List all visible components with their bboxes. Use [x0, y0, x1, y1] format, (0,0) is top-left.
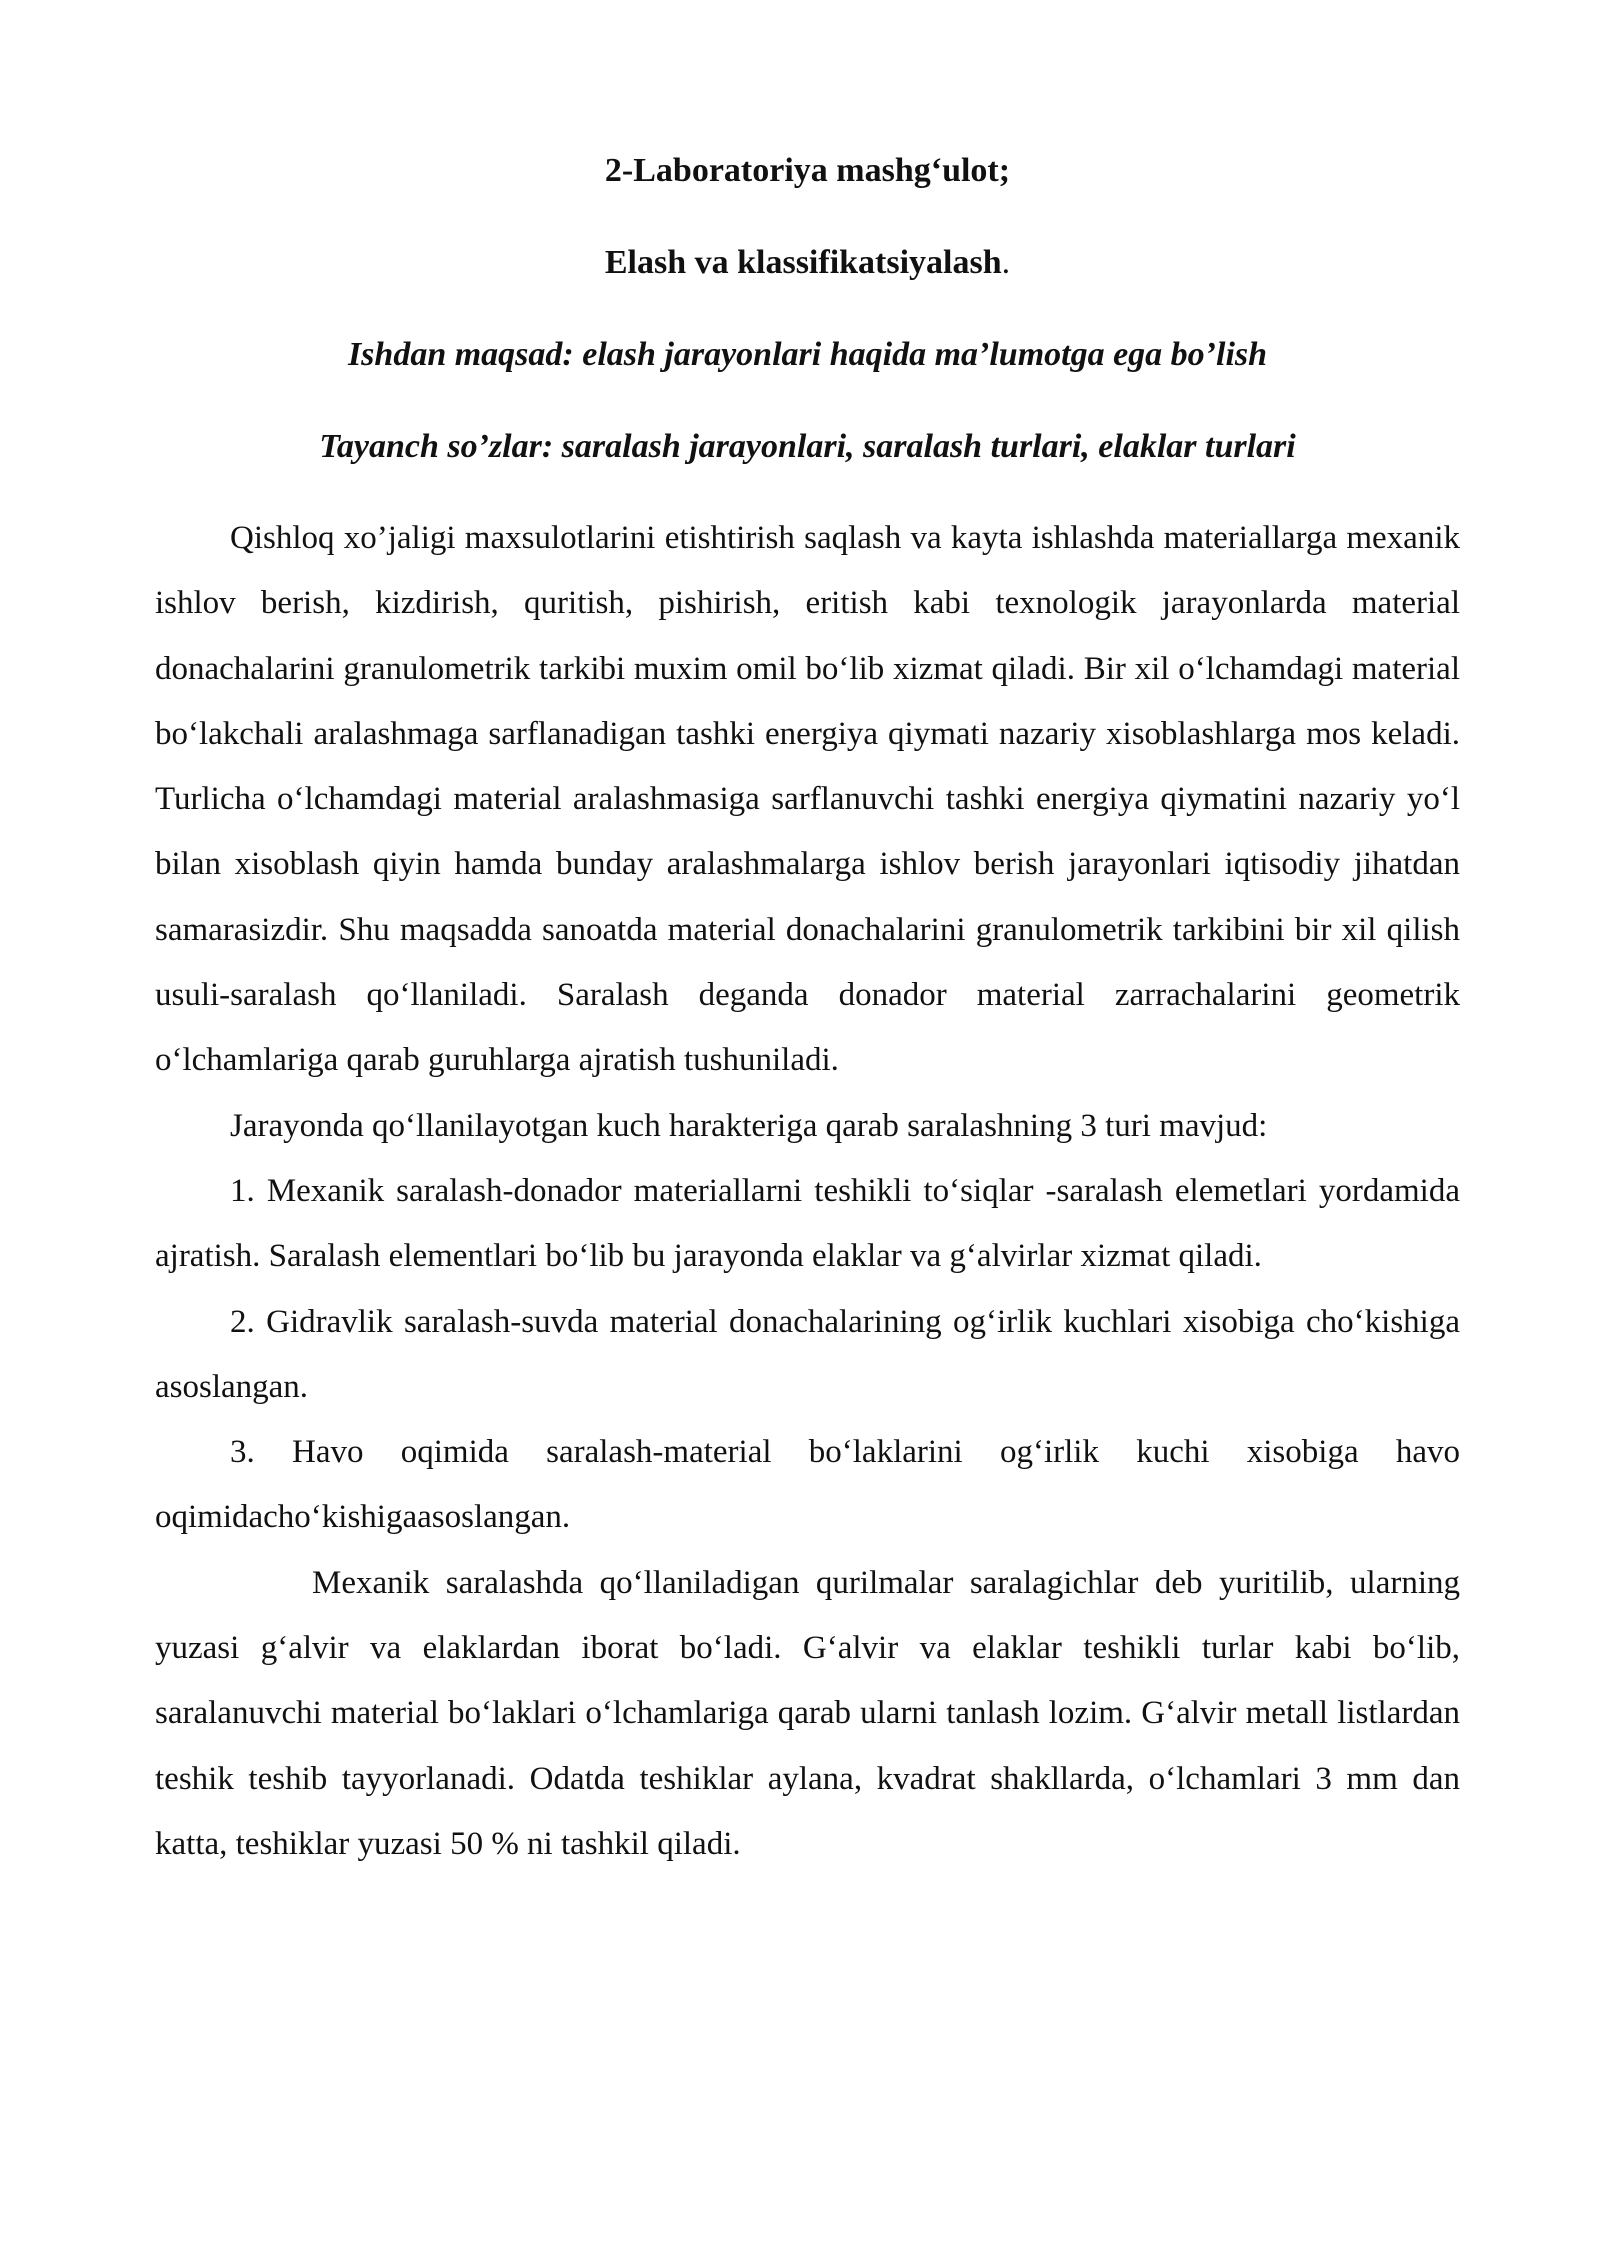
document-subtitle	[155, 240, 1460, 286]
paragraph-intro: Qishloq xo’jaligi maxsulotlarini etishtirish saqlash va kayta ishlashda materiallarga mexanik ishlov berish, kizdirish, quritish, pishirish, eritish kabi texnologik jarayonlarda material donachalarini granulometrik tarkibi muxim omil bo‘lib xizmat qiladi. Bir xil o‘lchamdagi material bo‘lakchali aralashmaga sarflanadigan tashki energiya qiymati nazariy xisoblashlarga mos keladi. Turlicha o‘lchamdagi material aralashmasiga sarflanuvchi tashki energiya qiymatini nazariy yo‘l bilan xisoblash qiyin hamda bunday aralashmalarga ishlov berish jarayonlari iqtisodiy jihatdan samarasizdir. Shu maqsadda sanoatda material donachalarini granulometrik tarkibini bir xil qilish usuli-saralash qo‘llaniladi. Saralash deganda donador material zarrachalarini geometrik o‘lchamlariga qarab guruhlarga ajratish tushuniladi.	[155, 520, 1460, 1079]
document-title: 2-Laboratoriya mashg‘ulot;	[604, 152, 1011, 189]
paragraph-types-lead: Jarayonda qo‘llanilayotgan kuch harakteriga qarab saralashning 3 turi mavjud:	[230, 1107, 1268, 1144]
work-aim: Ishdan maqsad: elash jarayonlari haqida ma’lumotga ega bo’lish	[347, 336, 1268, 373]
list-item-air-flow: 3. Havo oqimida saralash-material bo‘laklarini og‘irlik kuchi xisobiga havo oqimidacho‘kishigaasoslangan.	[155, 1434, 1460, 1536]
subtitle-dot: .	[1001, 244, 1011, 281]
list-item-mechanical: 1. Mexanik saralash-donador materiallarni teshikli to‘siqlar -saralash elemetlari yordamida ajratish. Saralash elementlari bo‘lib bu jarayonda elaklar va g‘alvirlar xizmat qiladi.	[155, 1172, 1460, 1275]
list-item-hydraulic: 2. Gidravlik saralash-suvda material donachalarining og‘irlik kuchlari xisobiga cho‘kishiga asoslangan.	[155, 1303, 1460, 1405]
document-page	[155, 148, 1460, 1877]
keywords: Tayanch so’zlar: saralash jarayonlari, saralash turlari, elaklar turlari	[319, 428, 1296, 465]
paragraph-mechanical-sorting: Mexanik saralashda qo‘llaniladigan qurilmalar saralagichlar deb yuritilib, ularning yuzasi g‘alvir va elaklardan iborat bo‘ladi. G‘alvir va elaklar teshikli turlar kabi bo‘lib, saralanuvchi material bo‘laklari o‘lchamlariga qarab ularni tanlash lozim. G‘alvir metall listlardan teshik teshib tayyorlanadi. Odatda teshiklar aylana, kvadrat shakllarda, o‘lchamlari 3 mm dan katta, teshiklar yuzasi 50 % ni tashkil qiladi.	[155, 1564, 1460, 1862]
subtitle-text: Elash va klassifikatsiyalash	[604, 244, 1002, 281]
